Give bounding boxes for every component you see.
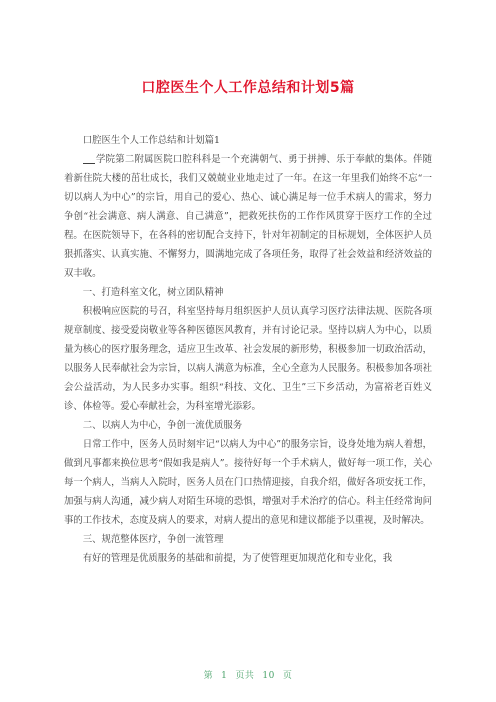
section-heading: 一、打造科室文化，树立团队精神 xyxy=(82,287,224,298)
current-page-number: 1 xyxy=(221,671,228,681)
paragraph-text: 学院第二附属医院口腔科科是一个充满朝气、勇于拼搏、乐于奉献的集体。伴随着新住院大楼的茁壮成长，我们又兢兢业业地走过了一年。在这一年里我们始终不忘“一切以病人为中心”的宗旨，用自己的爱心、热心、诚心满足每一位手术病人的需求，努力争创“社会满意、病人满意、自己满意”，把救死扶伤的工作作风贯穿于医疗工作的全过程。在医院领导下，在各科的密切配合支持下，针对年初制定的目标规划，全体医护人员狠抓落实、认真实施、不懈努力，圆满地完成了各项任务，取得了社会效益和经济效益的双丰收。 xyxy=(64,154,432,279)
paragraph xyxy=(64,150,432,283)
document-body xyxy=(64,131,432,568)
footer-suffix: 页 xyxy=(282,671,293,681)
total-pages: 10 xyxy=(262,671,275,681)
blank-underline xyxy=(83,153,95,164)
section-heading: 二、以病人为中心，争创一流优质服务 xyxy=(82,420,243,431)
footer-middle: 页共 xyxy=(235,671,255,681)
paragraph: 日常工作中，医务人员时刻牢记“以病人为中心”的服务宗旨，设身处地为病人着想，做到凡事都来换位思考“假如我是病人”。接待好每一个手术病人，做好每一项工作，关心每一个病人，当病人入院时，医务人员在门口热情迎接，自我介绍，做好各项安抚工作，加强与病人沟通，减少病人对陌生环境的恐惧，增强对手术治疗的信心。科主任经常询问事的工作技术，态度及病人的要求，对病人提出的意见和建议都能予以重视，及时解决。 xyxy=(64,439,432,526)
section-heading: 口腔医生个人工作总结和计划篇1 xyxy=(82,135,221,146)
section-heading: 三、规范整体医疗，争创一流管理 xyxy=(82,534,224,545)
paragraph: 积极响应医院的号召，科室坚持每月组织医护人员认真学习医疗法律法规、医院各项规章制度、接受爱岗敬业等各种医德医风教育，并有讨论记录。坚持以病人为中心，以质量为核心的医疗服务理念，适应卫生改革、社会发展的新形势，积极参加一切政治活动，以服务人民奉献社会为宗旨，以病人满意为标准，全心全意为人民服务。积极参加各项社会公益活动，为人民多办实事。组织“科技、文化、卫生”三下乡活动，为富裕老百姓义诊、体检等。爱心奉献社会，为科室增光添彩。 xyxy=(64,306,432,412)
footer-prefix: 第 xyxy=(203,671,214,681)
document-title: 口腔医生个人工作总结和计划5篇 xyxy=(141,80,355,96)
paragraph: 有好的管理是优质服务的基础和前提，为了使管理更加规范化和专业化，我 xyxy=(82,553,393,564)
page-footer xyxy=(0,668,496,681)
